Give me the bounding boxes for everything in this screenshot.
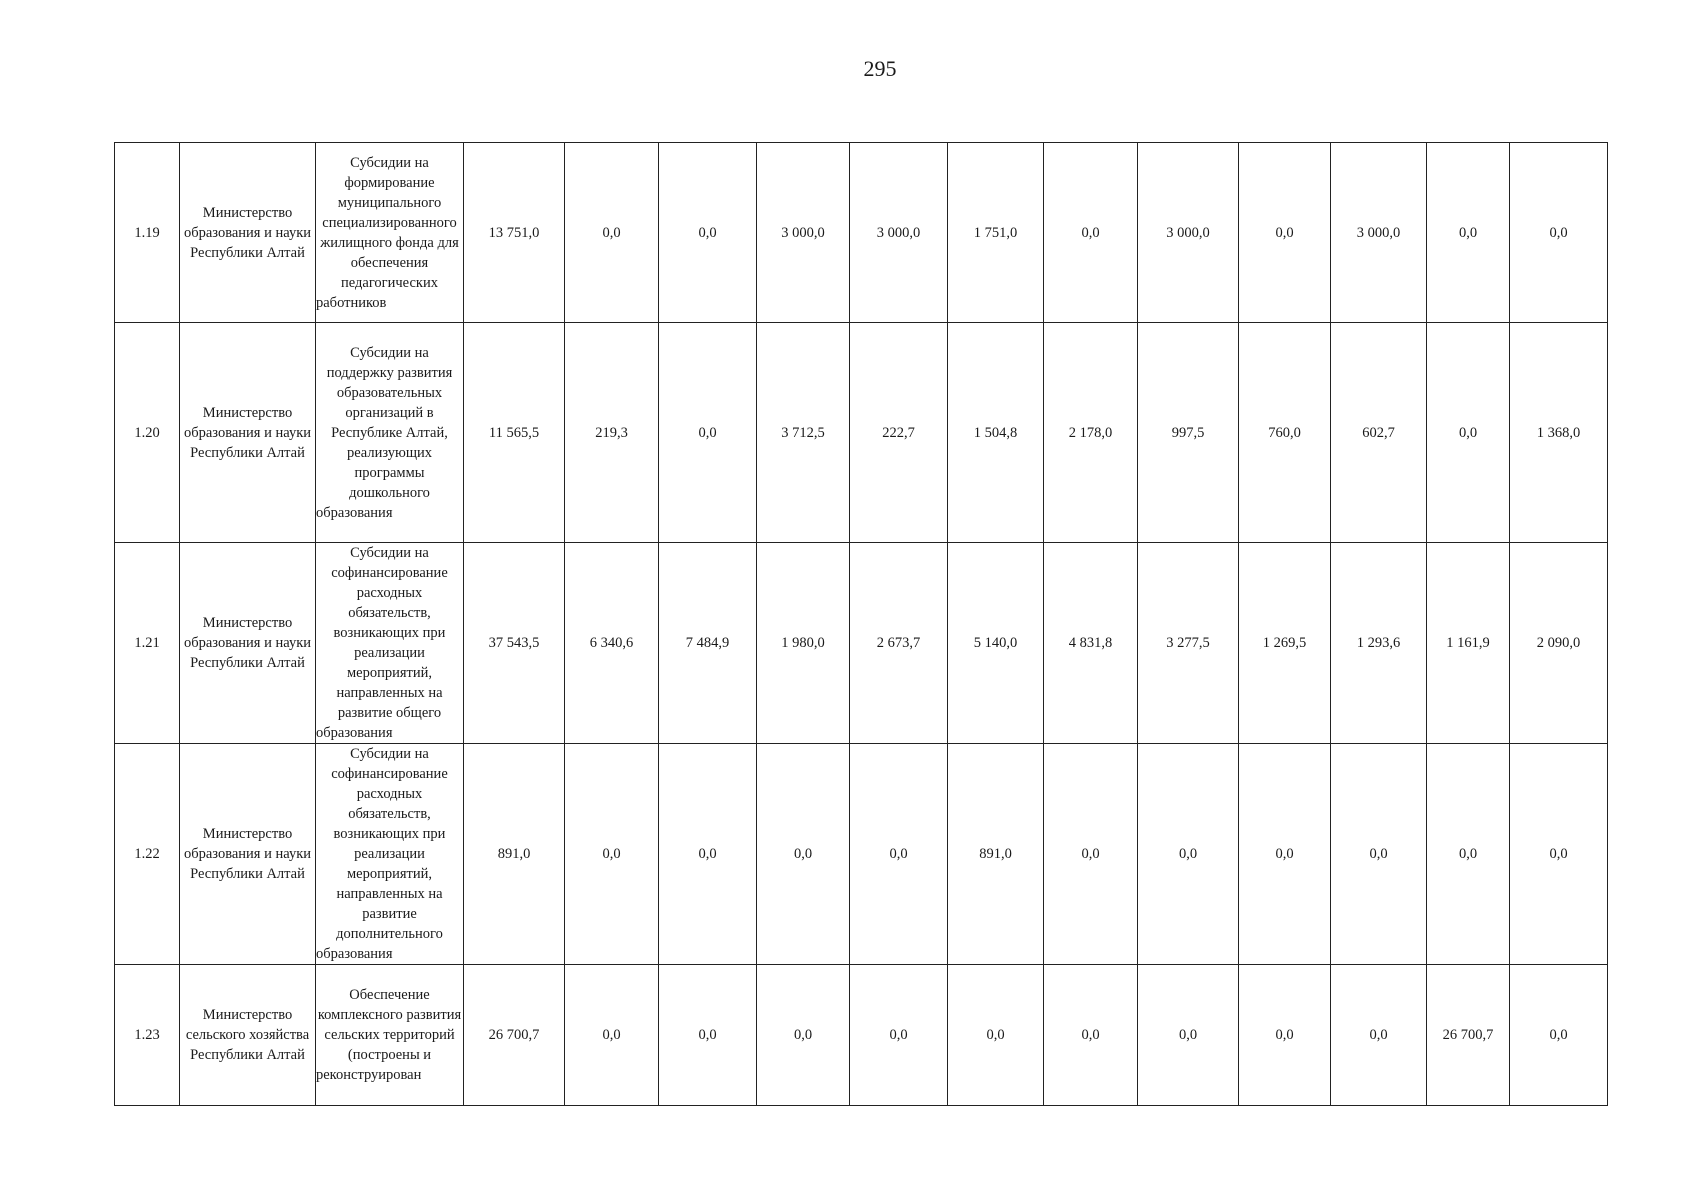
agency-cell: Министерство сельского хозяйства Республики Алтай bbox=[180, 965, 316, 1106]
value-cell: 1 980,0 bbox=[757, 543, 850, 744]
value-cell: 0,0 bbox=[659, 323, 757, 543]
value-cell: 13 751,0 bbox=[464, 143, 565, 323]
value-cell: 1 504,8 bbox=[948, 323, 1044, 543]
description-cell: Субсидии на формирование муниципального специализированного жилищного фонда для обеспечения педагогических работников bbox=[316, 143, 464, 323]
value-cell: 0,0 bbox=[1138, 965, 1239, 1106]
value-cell: 891,0 bbox=[464, 744, 565, 965]
value-cell: 2 090,0 bbox=[1510, 543, 1608, 744]
agency-cell: Министерство образования и науки Республики Алтай bbox=[180, 143, 316, 323]
value-cell: 0,0 bbox=[1427, 323, 1510, 543]
table-row bbox=[115, 323, 1608, 543]
table-row bbox=[115, 744, 1608, 965]
value-cell: 1 293,6 bbox=[1331, 543, 1427, 744]
value-cell: 0,0 bbox=[1510, 965, 1608, 1106]
value-cell: 0,0 bbox=[757, 965, 850, 1106]
value-cell: 891,0 bbox=[948, 744, 1044, 965]
value-cell: 0,0 bbox=[1239, 965, 1331, 1106]
value-cell: 26 700,7 bbox=[464, 965, 565, 1106]
value-cell: 0,0 bbox=[1427, 744, 1510, 965]
agency-cell: Министерство образования и науки Республики Алтай bbox=[180, 744, 316, 965]
row-number: 1.23 bbox=[115, 965, 180, 1106]
value-cell: 222,7 bbox=[850, 323, 948, 543]
value-cell: 0,0 bbox=[1510, 744, 1608, 965]
row-number: 1.21 bbox=[115, 543, 180, 744]
value-cell: 0,0 bbox=[948, 965, 1044, 1106]
row-number: 1.20 bbox=[115, 323, 180, 543]
value-cell: 2 673,7 bbox=[850, 543, 948, 744]
value-cell: 3 277,5 bbox=[1138, 543, 1239, 744]
value-cell: 5 140,0 bbox=[948, 543, 1044, 744]
description-cell: Обеспечение комплексного развития сельских территорий (построены и реконструирован bbox=[316, 965, 464, 1106]
table-body bbox=[115, 143, 1608, 1106]
description-cell: Субсидии на софинансирование расходных обязательств, возникающих при реализации мероприятий, направленных на развитие дополнительного образования bbox=[316, 744, 464, 965]
table-row bbox=[115, 965, 1608, 1106]
description-cell: Субсидии на поддержку развития образовательных организаций в Республике Алтай, реализующих программы дошкольного образования bbox=[316, 323, 464, 543]
value-cell: 0,0 bbox=[1138, 744, 1239, 965]
value-cell: 0,0 bbox=[565, 143, 659, 323]
value-cell: 0,0 bbox=[565, 965, 659, 1106]
value-cell: 0,0 bbox=[850, 744, 948, 965]
value-cell: 37 543,5 bbox=[464, 543, 565, 744]
value-cell: 997,5 bbox=[1138, 323, 1239, 543]
value-cell: 0,0 bbox=[850, 965, 948, 1106]
value-cell: 3 000,0 bbox=[1331, 143, 1427, 323]
row-number: 1.19 bbox=[115, 143, 180, 323]
value-cell: 11 565,5 bbox=[464, 323, 565, 543]
value-cell: 0,0 bbox=[659, 143, 757, 323]
value-cell: 219,3 bbox=[565, 323, 659, 543]
value-cell: 3 000,0 bbox=[1138, 143, 1239, 323]
value-cell: 1 269,5 bbox=[1239, 543, 1331, 744]
value-cell: 0,0 bbox=[757, 744, 850, 965]
value-cell: 2 178,0 bbox=[1044, 323, 1138, 543]
value-cell: 602,7 bbox=[1331, 323, 1427, 543]
agency-cell: Министерство образования и науки Республики Алтай bbox=[180, 543, 316, 744]
value-cell: 0,0 bbox=[1427, 143, 1510, 323]
value-cell: 0,0 bbox=[1044, 744, 1138, 965]
value-cell: 1 751,0 bbox=[948, 143, 1044, 323]
value-cell: 6 340,6 bbox=[565, 543, 659, 744]
value-cell: 0,0 bbox=[1331, 744, 1427, 965]
description-cell: Субсидии на софинансирование расходных обязательств, возникающих при реализации мероприятий, направленных на развитие общего образования bbox=[316, 543, 464, 744]
value-cell: 7 484,9 bbox=[659, 543, 757, 744]
value-cell: 0,0 bbox=[659, 744, 757, 965]
value-cell: 0,0 bbox=[1044, 143, 1138, 323]
table-row bbox=[115, 143, 1608, 323]
value-cell: 1 161,9 bbox=[1427, 543, 1510, 744]
value-cell: 0,0 bbox=[1239, 143, 1331, 323]
page-number: 295 bbox=[863, 56, 897, 81]
value-cell: 0,0 bbox=[659, 965, 757, 1106]
value-cell: 4 831,8 bbox=[1044, 543, 1138, 744]
value-cell: 0,0 bbox=[1331, 965, 1427, 1106]
value-cell: 0,0 bbox=[1239, 744, 1331, 965]
value-cell: 3 000,0 bbox=[757, 143, 850, 323]
value-cell: 1 368,0 bbox=[1510, 323, 1608, 543]
row-number: 1.22 bbox=[115, 744, 180, 965]
value-cell: 26 700,7 bbox=[1427, 965, 1510, 1106]
value-cell: 0,0 bbox=[1510, 143, 1608, 323]
value-cell: 0,0 bbox=[565, 744, 659, 965]
table-row bbox=[115, 543, 1608, 744]
budget-table bbox=[114, 142, 1608, 1106]
value-cell: 3 712,5 bbox=[757, 323, 850, 543]
value-cell: 0,0 bbox=[1044, 965, 1138, 1106]
value-cell: 760,0 bbox=[1239, 323, 1331, 543]
value-cell: 3 000,0 bbox=[850, 143, 948, 323]
agency-cell: Министерство образования и науки Республики Алтай bbox=[180, 323, 316, 543]
